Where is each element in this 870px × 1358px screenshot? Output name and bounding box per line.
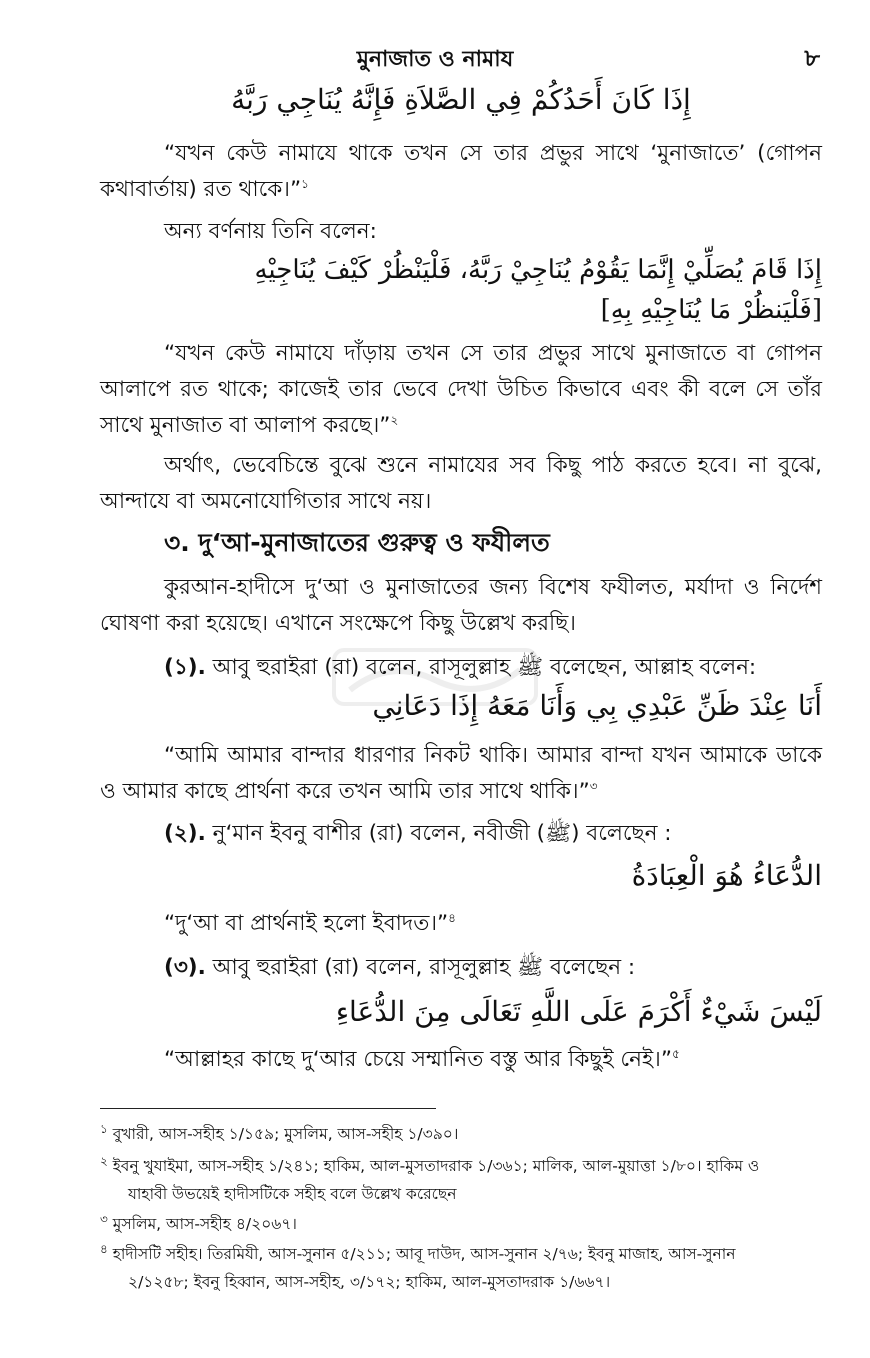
- item-3-text: আবু হুরাইরা (রা) বলেন, রাসূলুল্লাহ ﷺ বলেছেন :: [212, 955, 636, 980]
- item-1-text: আবু হুরাইরা (রা) বলেন, রাসূলুল্লাহ ﷺ বলেছেন, আল্লাহ বলেন:: [212, 655, 757, 680]
- item-2-label: (২).: [164, 821, 206, 846]
- arabic-quote-2-block: [100, 250, 822, 330]
- section-intro-block: [100, 570, 822, 642]
- arabic-quote-3: أَنَا عِنْدَ ظَنِّ عَبْدِي بِي وَأَنَا مَعَهُ إِذَا دَعَانِي: [372, 689, 822, 722]
- footnote-2: $^২$ ইবনু খুযাইমা, আস-সহীহ ১/২৪১; হাকিম, আল-মুসতাদরাক ১/৩৬১; মালিক, আল-মুয়াত্তা ১/৮০। হাকিম ও যাহাবী উভয়েই হাদীসটিকে সহীহ বলে উল্লেখ করেছেন: [100, 1153, 760, 1203]
- footnote-ref-5[interactable]: ৫: [671, 1046, 680, 1061]
- page-number: ৮: [804, 44, 820, 72]
- hadith-item-2: [100, 816, 822, 852]
- translation-2-block: [100, 336, 822, 444]
- intro-line-2: অন্য বর্ণনায় তিনি বলেন:: [164, 219, 377, 244]
- hadith-item-3: [100, 950, 822, 986]
- arabic-quote-2: إِذَا قَامَ يُصَلِّيْ إِنَّمَا يَقُوْمُ يُنَاجِيْ رَبَّهُ، فَلْيَنْظُرْ كَيْفَ يُنَاجِيْهِ: [254, 255, 822, 285]
- explanation-paragraph: অর্থাৎ, ভেবেচিন্তে বুঝে শুনে নামাযের সব কিছু পাঠ করতে হবে। না বুঝে, আন্দাযে বা অমনোযোগিতার সাথে নয়।: [100, 453, 822, 514]
- footnote-1: $^১$ বুখারী, আস-সহীহ ১/১৫৯; মুসলিম, আস-সহীহ ১/৩৯০।: [100, 1121, 459, 1143]
- translation-3-block: [100, 738, 822, 810]
- arabic-quote-4: الدُّعَاءُ هُوَ الْعِبَادَةُ: [631, 859, 822, 892]
- arabic-quote-4-block: [100, 854, 822, 898]
- footnote-ref-3[interactable]: ৩: [589, 778, 598, 793]
- arabic-quote-5: لَيْسَ شَيْءٌ أَكْرَمَ عَلَى اللَّهِ تَعَالَى مِنَ الدُّعَاءِ: [335, 995, 822, 1028]
- arabic-quote-3-block: [100, 684, 822, 728]
- footnote-3: $^৩$ মুসলিম, আস-সহীহ ৪/২০৬৭।: [100, 1211, 297, 1233]
- footnote-ref-4[interactable]: ৪: [448, 910, 456, 925]
- footnote-4: $^৪$ হাদীসটি সহীহ। তিরমিযী, আস-সুনান ৫/২১১; আবূ দাউদ, আস-সুনান ২/৭৬; ইবনু মাজাহ, আস-সুনান ২/১২৫৮; ইবনু হিব্বান, আস-সহীহ, ৩/১৭২; হাকিম, আল-মুসতাদরাক ১/৬৬৭।: [100, 1241, 736, 1291]
- section-heading: ৩. দু‘আ-মুনাজাতের গুরুত্ব ও ফযীলত: [164, 528, 550, 557]
- arabic-quote-1-block: [100, 78, 822, 122]
- explanation-block: [100, 448, 822, 520]
- translation-paragraph-5: “আল্লাহর কাছে দু‘আর চেয়ে সম্মানিত বস্তু আর কিছুই নেই।”$^৫$: [164, 1046, 680, 1072]
- footnote-ref-1[interactable]: ১: [301, 176, 309, 191]
- footnote-divider: [100, 1108, 436, 1109]
- translation-1-block: [100, 136, 822, 208]
- arabic-quote-1: إِذَا كَانَ أَحَدُكُمْ فِي الصَّلاَةِ فَإِنَّهُ يُنَاجِي رَبَّهُ: [231, 83, 691, 116]
- item-1-label: (১).: [164, 655, 206, 680]
- translation-4-block: [100, 906, 822, 942]
- translation-paragraph-4: “দু‘আ বা প্রার্থনাই হলো ইবাদত।”$^৪$: [164, 910, 456, 936]
- running-header: মুনাজাত ও নামায: [356, 47, 514, 72]
- section-intro-paragraph: কুরআন-হাদীসে দু‘আ ও মুনাজাতের জন্য বিশেষ ফযীলত, মর্যাদা ও নির্দেশ ঘোষণা করা হয়েছে। এখানে সংক্ষেপে কিছু উল্লেখ করছি।: [100, 575, 822, 636]
- arabic-quote-2b: [فَلْيَنظُرْ مَا يُنَاجِيْهِ بِهِ]: [600, 295, 822, 325]
- translation-paragraph-2: “যখন কেউ নামাযে দাঁড়ায় তখন সে তার প্রভুর সাথে মুনাজাতে বা গোপন আলাপে রত থাকে; কাজেই তার ভেবে দেখা উচিত কিভাবে এবং কী বলে সে তাঁর সাথে মুনাজাত বা আলাপ করছে।”$^২$: [100, 341, 822, 438]
- item-2-text: নু‘মান ইবনু বাশীর (রা) বলেন, নবীজী (ﷺ) বলেছেন :: [212, 821, 672, 846]
- hadith-item-1: [100, 650, 822, 686]
- item-3-label: (৩).: [164, 955, 206, 980]
- translation-paragraph-3: “আমি আমার বান্দার ধারণার নিকট থাকি। আমার বান্দা যখন আমাকে ডাকে ও আমার কাছে প্রার্থনা করে তখন আমি তার সাথে থাকি।”$^৩$: [100, 743, 822, 804]
- intro-2-block: [100, 214, 822, 250]
- translation-5-block: [100, 1042, 822, 1078]
- arabic-quote-5-block: [100, 990, 822, 1034]
- footnote-ref-2[interactable]: ২: [390, 412, 399, 427]
- section-heading-block: [100, 524, 822, 562]
- translation-paragraph-1: “যখন কেউ নামাযে থাকে তখন সে তার প্রভুর সাথে ‘মুনাজাতে’ (গোপন কথাবার্তায়) রত থাকে।”$^১$: [100, 141, 822, 202]
